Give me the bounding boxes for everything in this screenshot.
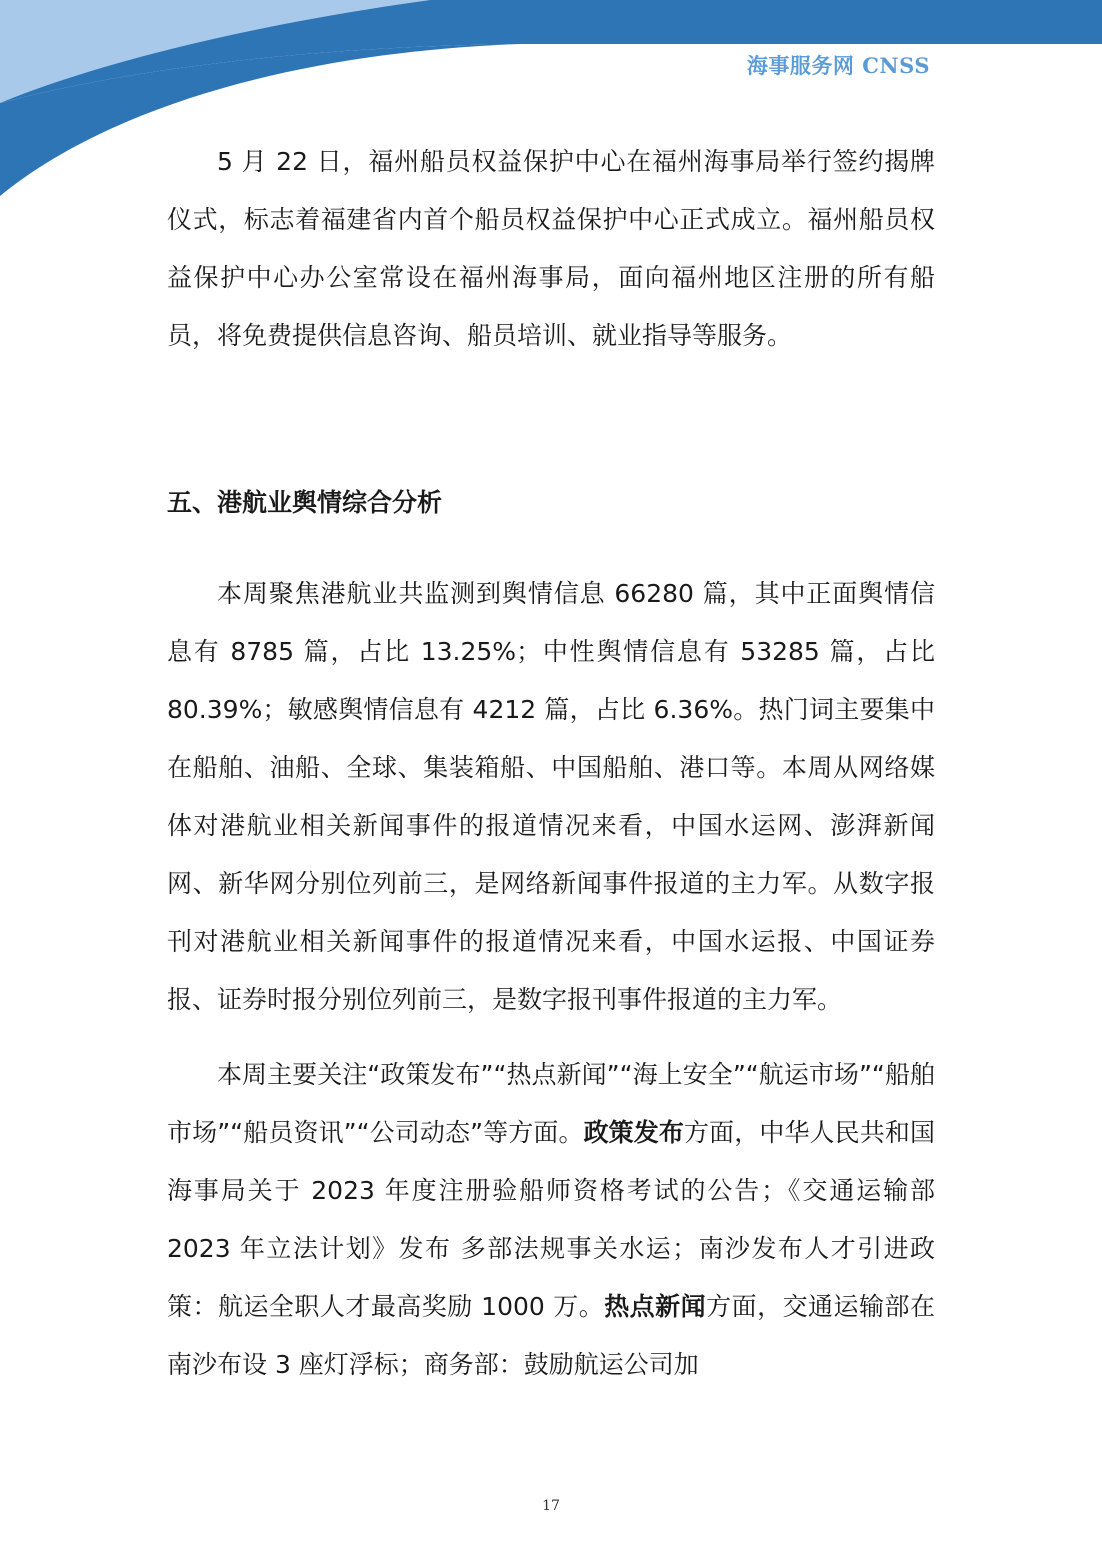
hot-news-label: 热点新闻 — [604, 1292, 707, 1321]
policy-text: 方面，中华人民共和国海事局关于 2023 年度注册验船师资格考试的公告；《交通运输部 2023 年立法计划》发布 多部法规事关水运；南沙发布人才引进政策：航运全职人才最高奖励 1000 万。 — [167, 1118, 935, 1321]
brand-logo-text: 海事服务网 CNSS — [746, 53, 930, 78]
policy-label: 政策发布 — [583, 1118, 685, 1147]
hot-news-text: 方面，交通运输部在南沙布设 3 座灯浮标；商务部：鼓励航运公司加 — [167, 1292, 935, 1379]
page-number: 17 — [542, 1498, 560, 1514]
paragraph-opinion-statistics: 本周聚焦港航业共监测到舆情信息 66280 篇，其中正面舆情信息有 8785 篇，占比 13.25%；中性舆情信息有 53285 篇，占比 80.39%；敏感舆情信息有 4212 篇，占比 6.36%。热门词主要集中在船舶、油船、全球、集装箱船、中国船舶、港口等。本周从网络媒体对港航业相关新闻事件的报道情况来看，中国水运网、澎湃新闻网、新华网分别位列前三，是网络新闻事件报道的主力军。从数字报刊对港航业相关新闻事件的报道情况来看，中国水运报、中国证券报、证券时报分别位列前三，是数字报刊事件报道的主力军。 — [167, 579, 935, 1014]
paragraph-seafarer-center: 5 月 22 日，福州船员权益保护中心在福州海事局举行签约揭牌仪式，标志着福建省内首个船员权益保护中心正式成立。福州船员权益保护中心办公室常设在福州海事局，面向福州地区注册的所有船员，将免费提供信息咨询、船员培训、就业指导等服务。 — [167, 147, 935, 350]
section-heading: 五、港航业舆情综合分析 — [167, 488, 443, 517]
focus-intro: 本周主要关注“政策发布”“热点新闻”“海上安全”“航运市场”“船舶市场”“船员资讯”“公司动态”等方面。 — [167, 1060, 935, 1147]
paragraph-focus-areas — [167, 1046, 935, 1394]
